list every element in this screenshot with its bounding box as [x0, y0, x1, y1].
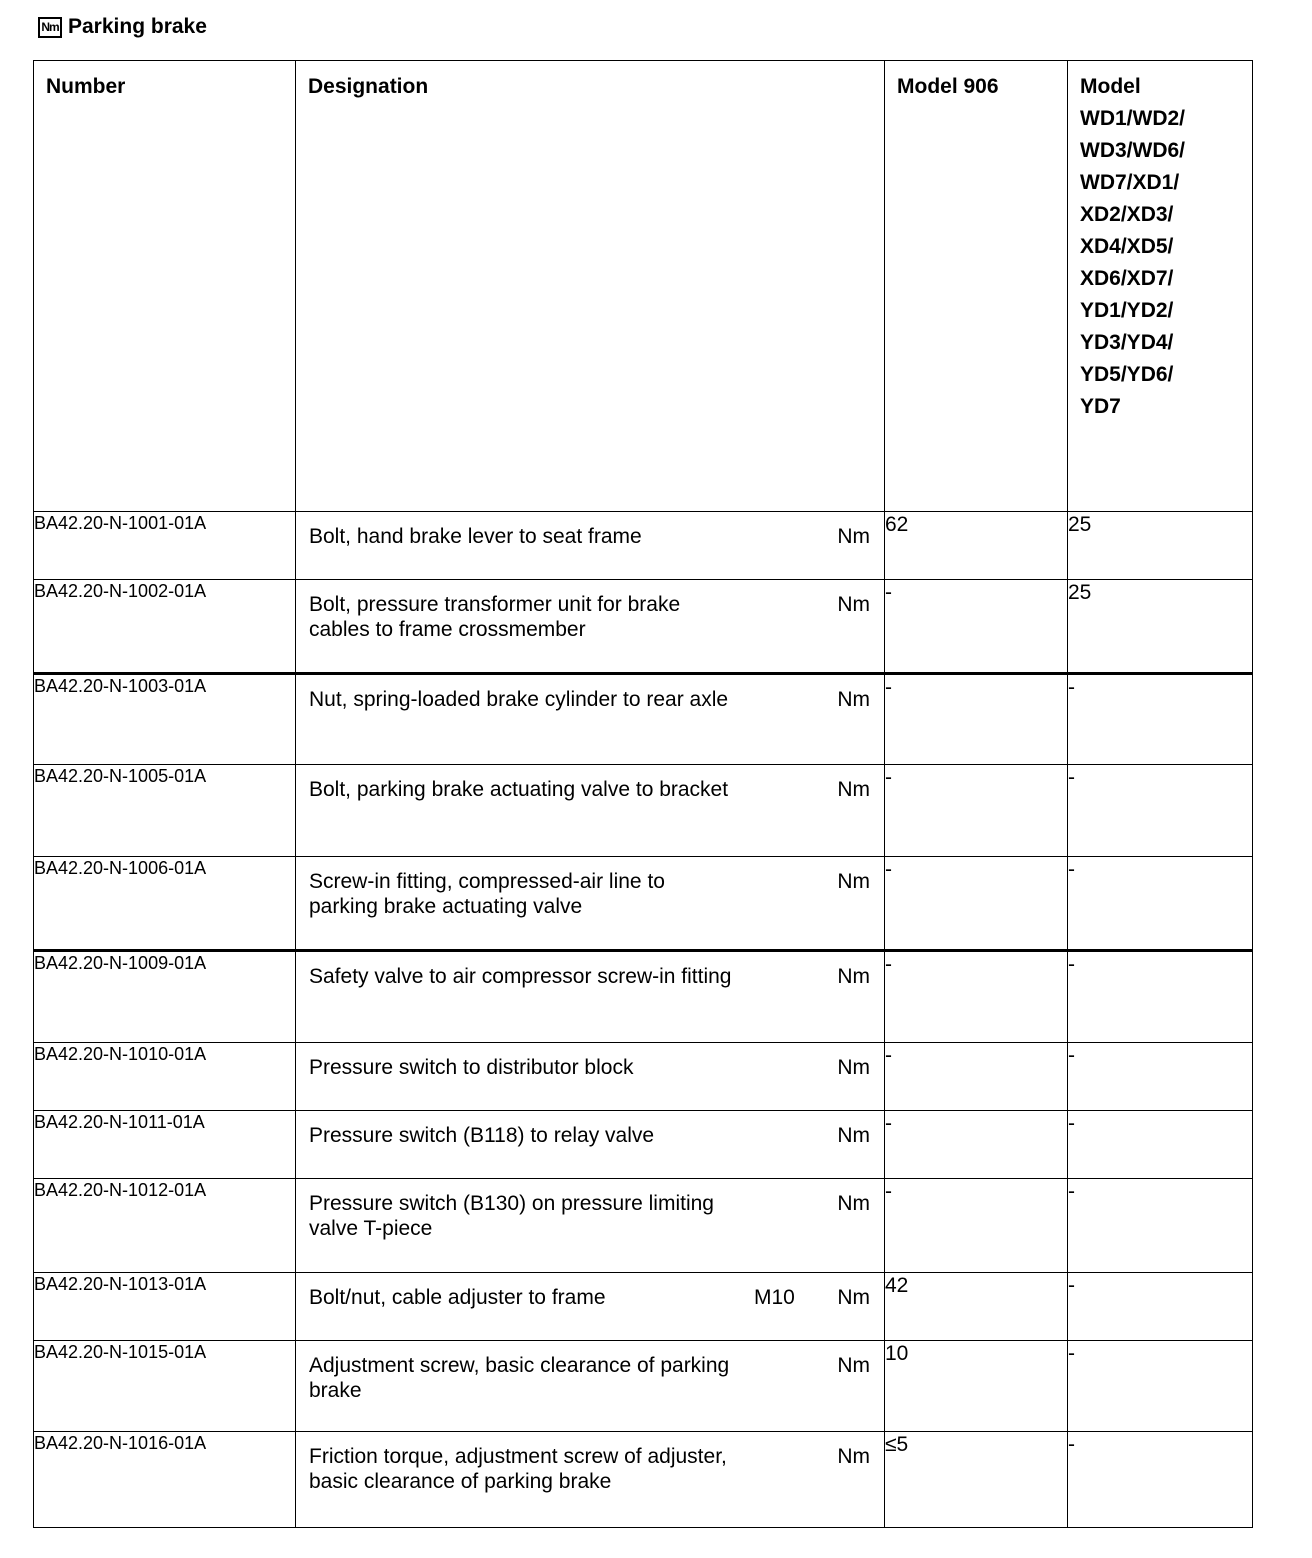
unit-label: Nm [837, 778, 870, 801]
cell-designation: Nut, spring-loaded brake cylinder to rear axle Nm [296, 674, 885, 765]
cell-model-906: 62 [885, 512, 1068, 580]
cell-designation: Bolt, hand brake lever to seat frame Nm [296, 512, 885, 580]
cell-model-906: - [885, 857, 1068, 951]
cell-designation: Bolt, pressure transformer unit for brake cables to frame crossmember Nm [296, 580, 885, 674]
unit-label: Nm [837, 593, 870, 616]
cell-model-906: - [885, 674, 1068, 765]
cell-model-other: - [1068, 1432, 1253, 1528]
unit-label: Nm [837, 1354, 870, 1377]
cell-number: BA42.20-N-1016-01A [34, 1432, 296, 1528]
cell-designation: Screw-in fitting, compressed-air line to parking brake actuating valve Nm [296, 857, 885, 951]
cell-model-other: - [1068, 1111, 1253, 1179]
cell-model-other: - [1068, 1341, 1253, 1432]
cell-designation: Pressure switch (B118) to relay valve Nm [296, 1111, 885, 1179]
cell-model-906: - [885, 951, 1068, 1043]
table-row [34, 512, 1253, 580]
cell-model-other: - [1068, 1179, 1253, 1273]
cell-designation: Bolt/nut, cable adjuster to frame M10 Nm [296, 1273, 885, 1341]
cell-designation: Bolt, parking brake actuating valve to bracket Nm [296, 765, 885, 857]
cell-designation: Safety valve to air compressor screw-in fitting Nm [296, 951, 885, 1043]
cell-model-906: - [885, 765, 1068, 857]
cell-model-906: - [885, 1179, 1068, 1273]
cell-number: BA42.20-N-1001-01A [34, 512, 296, 580]
section-header [38, 12, 207, 42]
table-row [34, 1111, 1253, 1179]
cell-model-906: 42 [885, 1273, 1068, 1341]
table-header-row [34, 61, 1253, 512]
table-row [34, 765, 1253, 857]
cell-number: BA42.20-N-1002-01A [34, 580, 296, 674]
cell-model-other: - [1068, 951, 1253, 1043]
column-header-model-other: Model WD1/WD2/ WD3/WD6/ WD7/XD1/ XD2/XD3/ XD4/XD5/ XD6/XD7/ YD1/YD2/ YD3/YD4/ YD5/YD6/ YD7 [1068, 61, 1253, 512]
unit-label: Nm [837, 1124, 870, 1147]
table-row [34, 1043, 1253, 1111]
thread-size-label: M10 [754, 1286, 795, 1309]
cell-model-906: ≤5 [885, 1432, 1068, 1528]
cell-model-other: - [1068, 765, 1253, 857]
cell-model-other: 25 [1068, 512, 1253, 580]
column-header-designation: Designation [296, 61, 885, 512]
table-row [34, 857, 1253, 951]
unit-label: Nm [837, 1445, 870, 1468]
column-header-model-906: Model 906 [885, 61, 1068, 512]
cell-model-906: - [885, 580, 1068, 674]
cell-number: BA42.20-N-1003-01A [34, 674, 296, 765]
cell-designation: Adjustment screw, basic clearance of parking brake Nm [296, 1341, 885, 1432]
table-row [34, 1179, 1253, 1273]
table-row [34, 1273, 1253, 1341]
unit-label: Nm [837, 870, 870, 893]
cell-number: BA42.20-N-1011-01A [34, 1111, 296, 1179]
cell-number: BA42.20-N-1005-01A [34, 765, 296, 857]
unit-label: Nm [837, 1286, 870, 1309]
table-row [34, 1341, 1253, 1432]
cell-model-other: - [1068, 1043, 1253, 1111]
column-header-number: Number [34, 61, 296, 512]
cell-model-other: - [1068, 674, 1253, 765]
table-row [34, 1432, 1253, 1528]
torque-nm-icon: Nm [38, 17, 62, 38]
cell-number: BA42.20-N-1010-01A [34, 1043, 296, 1111]
unit-label: Nm [837, 965, 870, 988]
cell-number: BA42.20-N-1015-01A [34, 1341, 296, 1432]
unit-label: Nm [837, 688, 870, 711]
cell-number: BA42.20-N-1012-01A [34, 1179, 296, 1273]
cell-model-other: 25 [1068, 580, 1253, 674]
cell-model-other: - [1068, 1273, 1253, 1341]
cell-model-906: 10 [885, 1341, 1068, 1432]
cell-designation: Pressure switch (B130) on pressure limiting valve T-piece Nm [296, 1179, 885, 1273]
cell-number: BA42.20-N-1013-01A [34, 1273, 296, 1341]
cell-model-906: - [885, 1043, 1068, 1111]
table-row [34, 674, 1253, 765]
unit-label: Nm [837, 1192, 870, 1215]
section-title: Parking brake [68, 15, 207, 38]
cell-designation: Pressure switch to distributor block Nm [296, 1043, 885, 1111]
cell-model-906: - [885, 1111, 1068, 1179]
cell-model-other: - [1068, 857, 1253, 951]
cell-designation: Friction torque, adjustment screw of adjuster, basic clearance of parking brake Nm [296, 1432, 885, 1528]
cell-number: BA42.20-N-1006-01A [34, 857, 296, 951]
unit-label: Nm [837, 1056, 870, 1079]
torque-spec-table [33, 60, 1253, 1528]
unit-label: Nm [837, 525, 870, 548]
table-row [34, 951, 1253, 1043]
cell-number: BA42.20-N-1009-01A [34, 951, 296, 1043]
table-row [34, 580, 1253, 674]
